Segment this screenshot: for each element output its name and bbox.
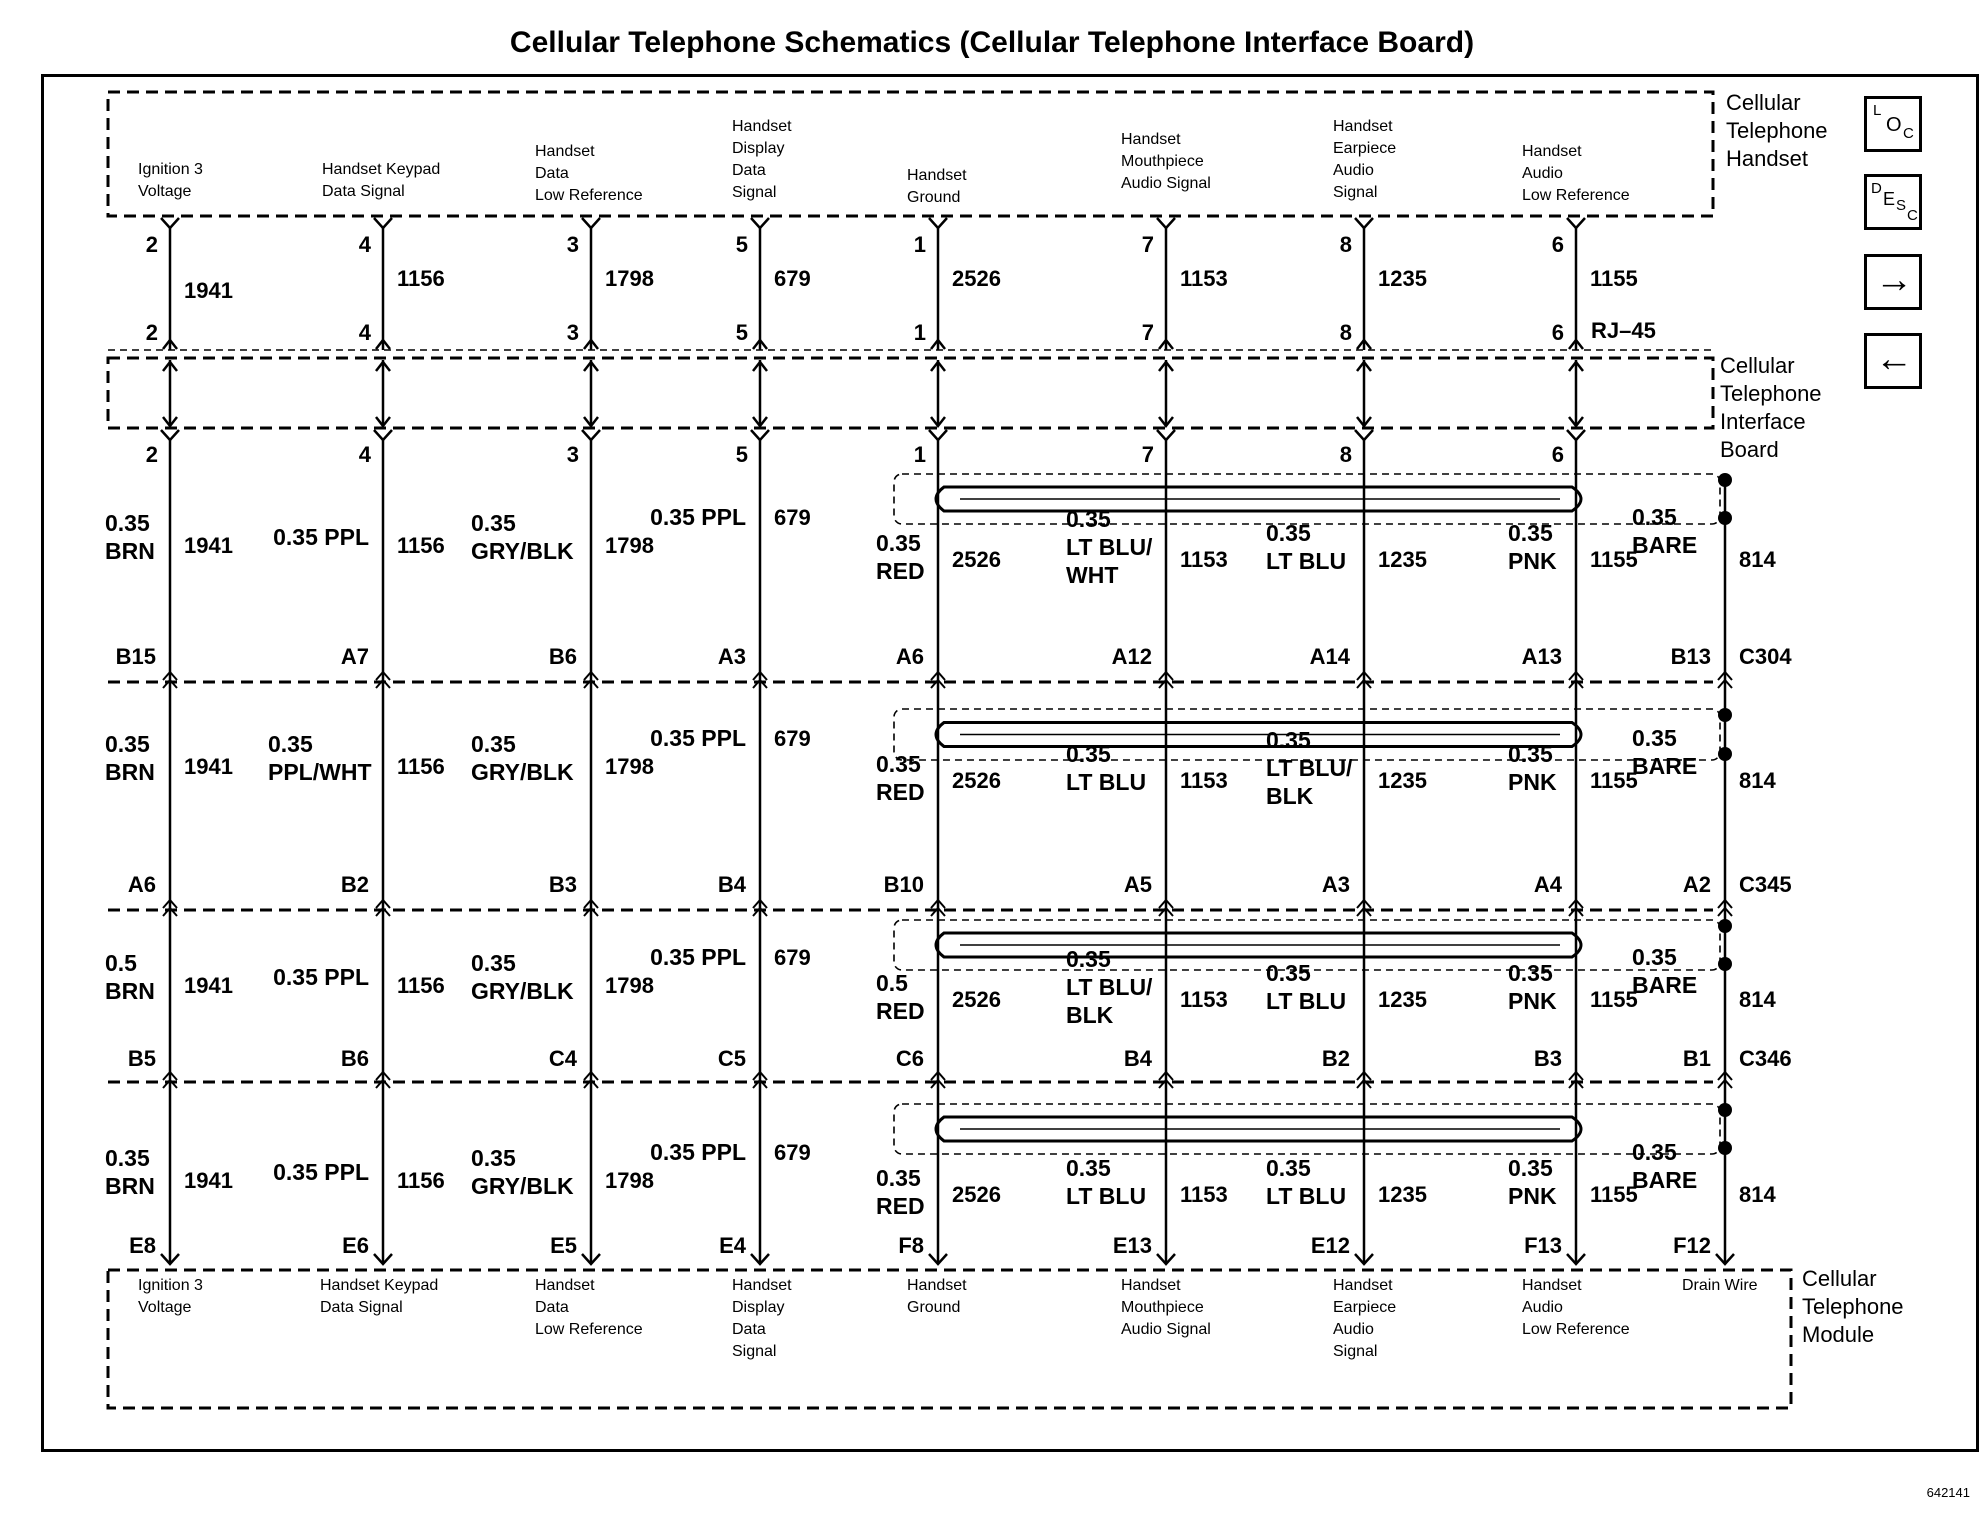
circuit-number: 1941 [184,973,233,998]
wire-spec: LT BLU/ [1066,534,1153,560]
wire-spec: 0.35 [1066,1155,1111,1181]
connector-cavity: B4 [1123,1046,1152,1071]
board-pin-number: 6 [1551,442,1564,467]
circuit-number: 1153 [1180,547,1228,572]
terminal-fork-icon [582,218,600,228]
board-pin-number: 1 [913,442,926,467]
handset-terminal-label: Signal [732,184,777,201]
wire-spec: 0.35 [1266,727,1311,753]
drain-splice-dot [1718,957,1732,971]
circuit-number: 2526 [952,547,1001,572]
wire-spec: 0.35 PPL [650,725,746,751]
terminal-fork-icon [1355,430,1373,440]
terminal-fork-icon [161,430,179,440]
rj45-pin-number: 8 [1339,320,1352,345]
terminal-fork-icon [1157,218,1175,228]
board-pin-number: 8 [1339,442,1352,467]
module-terminal-label: Drain Wire [1682,1277,1758,1294]
connector-cavity: B1 [1682,1046,1711,1071]
circuit-number: 2526 [952,768,1001,793]
wire-spec: BRN [105,978,155,1004]
circuit-number: 2526 [952,266,1001,291]
module-terminal-label: Signal [732,1343,777,1360]
left-arrow-icon: ← [1875,338,1913,380]
connector-id: C345 [1739,872,1792,897]
connector-cavity: B2 [1321,1046,1350,1071]
wire-spec: 0.35 PPL [650,944,746,970]
handset-terminal-label: Low Reference [1522,187,1630,204]
circuit-number: 1798 [605,1168,654,1193]
wire-spec: 0.35 PPL [273,964,369,990]
drain-splice-dot [1718,473,1732,487]
handset-pin-number: 1 [913,232,926,257]
rj45-pin-number: 5 [735,320,748,345]
wire-spec: 0.35 [1632,1139,1677,1165]
circuit-number: 1235 [1378,547,1427,572]
circuit-number: 1155 [1590,547,1638,572]
wire-spec: 0.35 PPL [273,1159,369,1185]
handset-pin-number: 4 [358,232,371,257]
handset-terminal-label: Handset [535,143,595,160]
handset-label: Cellular [1726,90,1801,115]
handset-terminal-label: Data [535,165,569,182]
handset-terminal-label: Voltage [138,183,192,200]
connector-cavity: A6 [127,872,156,897]
connector-cavity: B5 [127,1046,156,1071]
wire-spec: 0.35 [471,510,516,536]
connector-cavity: F13 [1524,1233,1562,1258]
wire-spec: 0.35 [105,731,150,757]
module-terminal-label: Ground [907,1299,961,1316]
wire-spec: 0.5 [876,970,908,996]
connector-cavity: B6 [548,644,577,669]
terminal-fork-icon [751,430,769,440]
connector-cavity: B3 [1533,1046,1562,1071]
circuit-number: 1153 [1180,1182,1228,1207]
wire-spec: 0.35 PPL [650,1139,746,1165]
terminal-fork-icon [1567,218,1585,228]
circuit-number: 1798 [605,973,654,998]
right-arrow-icon: → [1875,259,1913,301]
handset-terminal-label: Handset Keypad [322,161,441,178]
connector-cavity: A2 [1682,872,1711,897]
wire-spec: 0.35 [471,950,516,976]
circuit-number: 1153 [1180,266,1228,291]
drain-splice-dot [1718,919,1732,933]
connector-cavity: E4 [719,1233,746,1258]
circuit-number: 679 [774,505,811,530]
wire-spec: LT BLU/ [1266,755,1353,781]
connector-cavity: A5 [1123,872,1152,897]
module-terminal-label: Handset Keypad [320,1277,439,1294]
module-terminal-label: Low Reference [535,1321,643,1338]
desc-button[interactable] [1864,174,1922,230]
circuit-number: 1941 [184,754,233,779]
connector-cavity: C4 [548,1046,577,1071]
handset-terminal-label: Low Reference [535,187,643,204]
circuit-number: 1155 [1590,987,1638,1012]
connector-id: C304 [1739,644,1792,669]
connector-cavity: B3 [548,872,577,897]
wire-spec: 0.35 [1266,1155,1311,1181]
wire-spec: 0.35 [1632,504,1677,530]
connector-cavity: E13 [1112,1233,1152,1258]
previous-page-button[interactable] [1864,333,1922,389]
circuit-number: 679 [774,726,811,751]
wire-spec: RED [876,779,925,805]
handset-terminal-label: Ignition 3 [138,161,203,178]
connector-cavity: A3 [717,644,746,669]
handset-pin-number: 3 [566,232,579,257]
loc-letter-l: L [1873,102,1882,119]
handset-terminal-label: Display [732,140,785,157]
wire-spec: 0.35 [268,731,313,757]
terminal-fork-icon [582,430,600,440]
wire-spec: 0.35 [471,731,516,757]
wire-spec: 0.35 [1066,946,1111,972]
wire-spec: LT BLU [1266,1183,1347,1209]
module-terminal-label: Audio [1333,1321,1374,1338]
circuit-number: 2526 [952,987,1001,1012]
wire-spec: 0.35 PPL [650,504,746,530]
wire-spec: 0.35 [105,510,150,536]
desc-letter-s: S [1896,197,1907,214]
terminal-fork-icon [1567,430,1585,440]
circuit-number: 814 [1739,987,1776,1012]
next-page-button[interactable] [1864,254,1922,310]
rj45-pin-number: 3 [566,320,579,345]
handset-terminal-label: Data [732,162,766,179]
terminal-fork-icon [374,218,392,228]
connector-cavity: B2 [340,872,369,897]
wire-spec: LT BLU [1066,1183,1147,1209]
module-terminal-label: Handset [1333,1277,1393,1294]
wire-spec: GRY/BLK [471,978,574,1004]
circuit-number: 1235 [1378,987,1427,1012]
connector-cavity: A3 [1321,872,1350,897]
circuit-number: 679 [774,1140,811,1165]
connector-cavity: F12 [1673,1233,1711,1258]
connector-cavity: A6 [895,644,924,669]
handset-terminal-label: Signal [1333,184,1378,201]
circuit-number: 679 [774,945,811,970]
wire-spec: PNK [1508,988,1557,1014]
rj45-pin-number: 7 [1141,320,1154,345]
module-terminal-label: Display [732,1299,785,1316]
wire-spec: 0.35 [876,1165,921,1191]
connector-cavity: A4 [1533,872,1562,897]
handset-terminal-label: Ground [907,189,961,206]
board-pin-number: 5 [735,442,748,467]
connector-cavity: C6 [895,1046,924,1071]
desc-letter-e: E [1883,189,1896,209]
desc-letter-d: D [1871,180,1882,197]
rj45-pin-number: 1 [913,320,926,345]
wire-spec: BLK [1066,1002,1114,1028]
circuit-number: 1798 [605,754,654,779]
wire-spec: BARE [1632,972,1698,998]
board-pin-number: 7 [1141,442,1154,467]
wire-spec: 0.35 PPL [273,524,369,550]
module-terminal-label: Audio Signal [1121,1321,1211,1338]
wire-spec: 0.35 [1508,520,1553,546]
circuit-number: 1156 [397,1168,445,1193]
connector-id: C346 [1739,1046,1792,1071]
drain-splice-dot [1718,1141,1732,1155]
handset-pin-number: 5 [735,232,748,257]
interface-board-label: Telephone [1720,381,1822,406]
handset-terminal-label: Audio [1333,162,1374,179]
wire-spec: 0.35 [1066,506,1111,532]
connector-cavity: B10 [883,872,924,897]
circuit-number: 814 [1739,547,1776,572]
loc-button[interactable] [1864,96,1922,152]
drain-splice-dot [1718,1103,1732,1117]
module-terminal-label: Mouthpiece [1121,1299,1204,1316]
module-terminal-label: Data Signal [320,1299,403,1316]
circuit-number: 814 [1739,768,1776,793]
terminal-fork-icon [161,218,179,228]
wire-spec: BARE [1632,753,1698,779]
rj45-pin-number: 2 [145,320,158,345]
module-terminal-label: Earpiece [1333,1299,1397,1316]
connector-cavity: E6 [342,1233,369,1258]
connector-cavity: A7 [340,644,369,669]
connector-cavity: B15 [115,644,156,669]
interface-board-label: Cellular [1720,353,1795,378]
module-terminal-label: Data [535,1299,569,1316]
module-terminal-label: Handset [907,1277,967,1294]
wire-spec: LT BLU/ [1066,974,1153,1000]
board-pin-number: 4 [358,442,371,467]
terminal-fork-icon [1157,430,1175,440]
terminal-fork-icon [1355,218,1373,228]
handset-terminal-label: Earpiece [1333,140,1397,157]
connector-cavity: A13 [1521,644,1562,669]
wire-spec: 0.35 [1508,1155,1553,1181]
drain-splice-dot [1718,511,1732,525]
loc-letter-c: C [1903,125,1914,142]
circuit-number: 1798 [605,266,654,291]
handset-terminal-label: Audio [1522,165,1563,182]
handset-terminal-label: Handset [1121,131,1181,148]
module-terminal-label: Handset [535,1277,595,1294]
connector-cavity: C5 [717,1046,746,1071]
circuit-number: 1941 [184,1168,233,1193]
desc-letter-c: C [1907,207,1918,224]
handset-pin-number: 7 [1141,232,1154,257]
wire-spec: PNK [1508,1183,1557,1209]
circuit-number: 1156 [397,973,445,998]
wire-spec: 0.5 [105,950,137,976]
handset-pin-number: 2 [145,232,158,257]
wire-spec: GRY/BLK [471,759,574,785]
wire-spec: BLK [1266,783,1314,809]
wire-spec: RED [876,1193,925,1219]
module-label: Cellular [1802,1266,1877,1291]
circuit-number: 1153 [1180,768,1228,793]
handset-label: Telephone [1726,118,1828,143]
wire-spec: 0.35 [1066,741,1111,767]
wire-spec: LT BLU [1066,769,1147,795]
wire-spec: 0.35 [1508,741,1553,767]
connector-cavity: E5 [550,1233,577,1258]
wire-spec: BARE [1632,1167,1698,1193]
circuit-number: 814 [1739,1182,1776,1207]
rj45-label: RJ–45 [1591,318,1656,343]
rj45-pin-number: 6 [1551,320,1564,345]
handset-terminal-label: Handset [1333,118,1393,135]
wire-spec: 0.35 [876,751,921,777]
handset-pin-number: 6 [1551,232,1564,257]
circuit-number: 1155 [1590,266,1638,291]
handset-pin-number: 8 [1339,232,1352,257]
wire-spec: BRN [105,1173,155,1199]
wire-spec: 0.35 [1632,944,1677,970]
wire-spec: 0.35 [1266,960,1311,986]
module-terminal-label: Handset [1522,1277,1582,1294]
connector-cavity: E8 [129,1233,156,1258]
wire-spec: LT BLU [1266,548,1347,574]
wire-spec: BRN [105,538,155,564]
circuit-number: 679 [774,266,811,291]
handset-terminal-label: Handset [907,167,967,184]
circuit-number: 1156 [397,266,445,291]
circuit-number: 1155 [1590,1182,1638,1207]
wire-spec: 0.35 [1266,520,1311,546]
board-pin-number: 2 [145,442,158,467]
circuit-number: 1941 [184,533,233,558]
connector-cavity: A12 [1111,644,1152,669]
circuit-number: 1156 [397,533,445,558]
interface-board-outline [108,358,1713,428]
circuit-number: 1235 [1378,266,1427,291]
circuit-number: 2526 [952,1182,1001,1207]
wire-spec: BARE [1632,532,1698,558]
wire-spec: 0.35 [105,1145,150,1171]
terminal-fork-icon [751,218,769,228]
circuit-number: 1941 [184,278,233,303]
module-terminal-label: Signal [1333,1343,1378,1360]
interface-board-label: Board [1720,437,1779,462]
wire-spec: RED [876,998,925,1024]
handset-terminal-label: Audio Signal [1121,175,1211,192]
wire-spec: PNK [1508,548,1557,574]
module-label: Telephone [1802,1294,1904,1319]
module-label: Module [1802,1322,1875,1347]
wire-spec: PNK [1508,769,1557,795]
handset-label: Handset [1726,146,1808,171]
module-terminal-label: Voltage [138,1299,192,1316]
connector-cavity: B6 [340,1046,369,1071]
wire-spec: BRN [105,759,155,785]
wire-spec: PPL/WHT [268,759,372,785]
terminal-fork-icon [929,218,947,228]
wire-spec: 0.35 [471,1145,516,1171]
wire-spec: 0.35 [1632,725,1677,751]
module-terminal-label: Ignition 3 [138,1277,203,1294]
connector-cavity: B13 [1670,644,1711,669]
circuit-number: 1153 [1180,987,1228,1012]
wire-spec: WHT [1066,562,1119,588]
drain-splice-dot [1718,747,1732,761]
drain-splice-dot [1718,708,1732,722]
circuit-number: 1798 [605,533,654,558]
figure-id: 642141 [1926,1485,1970,1500]
handset-terminal-label: Handset [732,118,792,135]
circuit-number: 1235 [1378,1182,1427,1207]
wire-spec: 0.35 [876,530,921,556]
circuit-number: 1155 [1590,768,1638,793]
terminal-fork-icon [929,430,947,440]
diagram-title: Cellular Telephone Schematics (Cellular Telephone Interface Board) [509,26,1475,59]
wire-spec: GRY/BLK [471,538,574,564]
module-terminal-label: Data [732,1321,766,1338]
wire-spec: LT BLU [1266,988,1347,1014]
module-terminal-label: Handset [732,1277,792,1294]
rj45-pin-number: 4 [358,320,371,345]
connector-cavity: E12 [1310,1233,1350,1258]
circuit-number: 1156 [397,754,445,779]
loc-letter-o: O [1886,114,1902,136]
wire-spec: RED [876,558,925,584]
module-terminal-label: Handset [1121,1277,1181,1294]
board-pin-number: 3 [566,442,579,467]
module-terminal-label: Low Reference [1522,1321,1630,1338]
wire-spec: 0.35 [1508,960,1553,986]
circuit-number: 1235 [1378,768,1427,793]
connector-cavity: A14 [1309,644,1350,669]
connector-cavity: B4 [717,872,746,897]
handset-terminal-label: Mouthpiece [1121,153,1204,170]
handset-terminal-label: Handset [1522,143,1582,160]
interface-board-label: Interface [1720,409,1806,434]
terminal-fork-icon [374,430,392,440]
wire-spec: GRY/BLK [471,1173,574,1199]
handset-terminal-label: Data Signal [322,183,405,200]
module-terminal-label: Audio [1522,1299,1563,1316]
connector-cavity: F8 [898,1233,924,1258]
